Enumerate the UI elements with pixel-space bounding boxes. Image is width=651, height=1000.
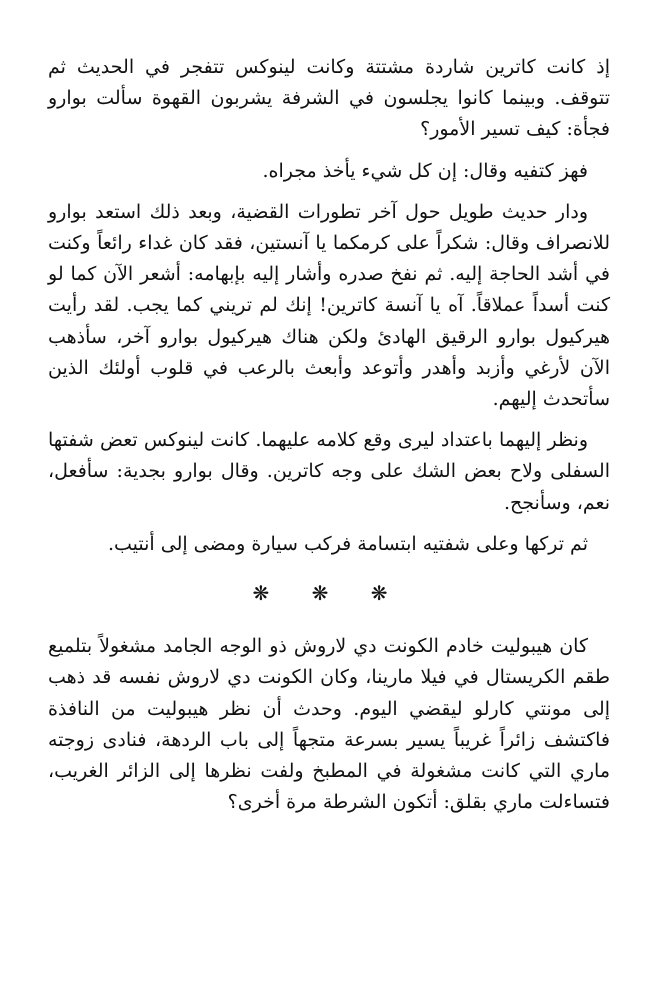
paragraph-2: فهز كتفيه وقال: إن كل شيء يأخذ مجراه. — [262, 159, 588, 182]
section-separator: ❋ ❋ ❋ — [252, 581, 406, 606]
paragraph-5: ثم تركها وعلى شفتيه ابتسامة فركب سيارة ومضى إلى أنتيب. — [107, 532, 588, 555]
paragraph-3: ودار حديث طويل حول آخر تطورات القضية، وبعد ذلك استعد بوارو للانصراف وقال: شكراً على كرمكما يا آنستين، فقد كان غداء رائعاً وكنت في أشد الحاجة إليه. ثم نفخ صدره وأشار إليه بإبهامه: أشعر الآن كما لو كنت أسداً عملاقاً. آه يا آنسة كاترين! إنك لم تريني كما يجب. لقد رأيت هيركيول بوارو الرقيق الهادئ ولكن هناك هيركيول بوارو آخر، سأذهب الآن لأرغي وأزبد وأهدر وأتوعد وأبعث بالرعب في قلوب أولئك الذين سأتحدث إليهم. — [48, 200, 610, 411]
book-page — [48, 52, 610, 828]
paragraph-1: إذ كانت كاترين شاردة مشتتة وكانت لينوكس تتفجر في الحديث ثم تتوقف. وبينما كانوا يجلسون في الشرفة يشربون القهوة سألت بوارو فجأة: كيف تسير الأمور؟ — [48, 56, 610, 141]
paragraph-4: ونظر إليهما باعتداد ليرى وقع كلامه عليهما. كانت لينوكس تعض شفتها السفلى ولاح بعض الشك على وجه كاترين. وقال بوارو بجدية: سأفعل، نعم، وسأنجح. — [48, 429, 610, 514]
paragraph-6: كان هيبوليت خادم الكونت دي لاروش ذو الوجه الجامد مشغولاً بتلميع طقم الكريستال في فيلا مارينا، وكان الكونت دي لاروش نفسه قد ذهب إلى مونتي كارلو ليقضي اليوم. وحدث أن نظر هيبوليت من النافذة فاكتشف زائراً غريباً يسير بسرعة متجهاً إلى باب الردهة، فنادى زوجته ماري التي كانت مشغولة في المطبخ ولفت نظرها إلى الزائر الغريب، فتساءلت ماري بقلق: أتكون الشرطة مرة أخرى؟ — [48, 635, 610, 814]
